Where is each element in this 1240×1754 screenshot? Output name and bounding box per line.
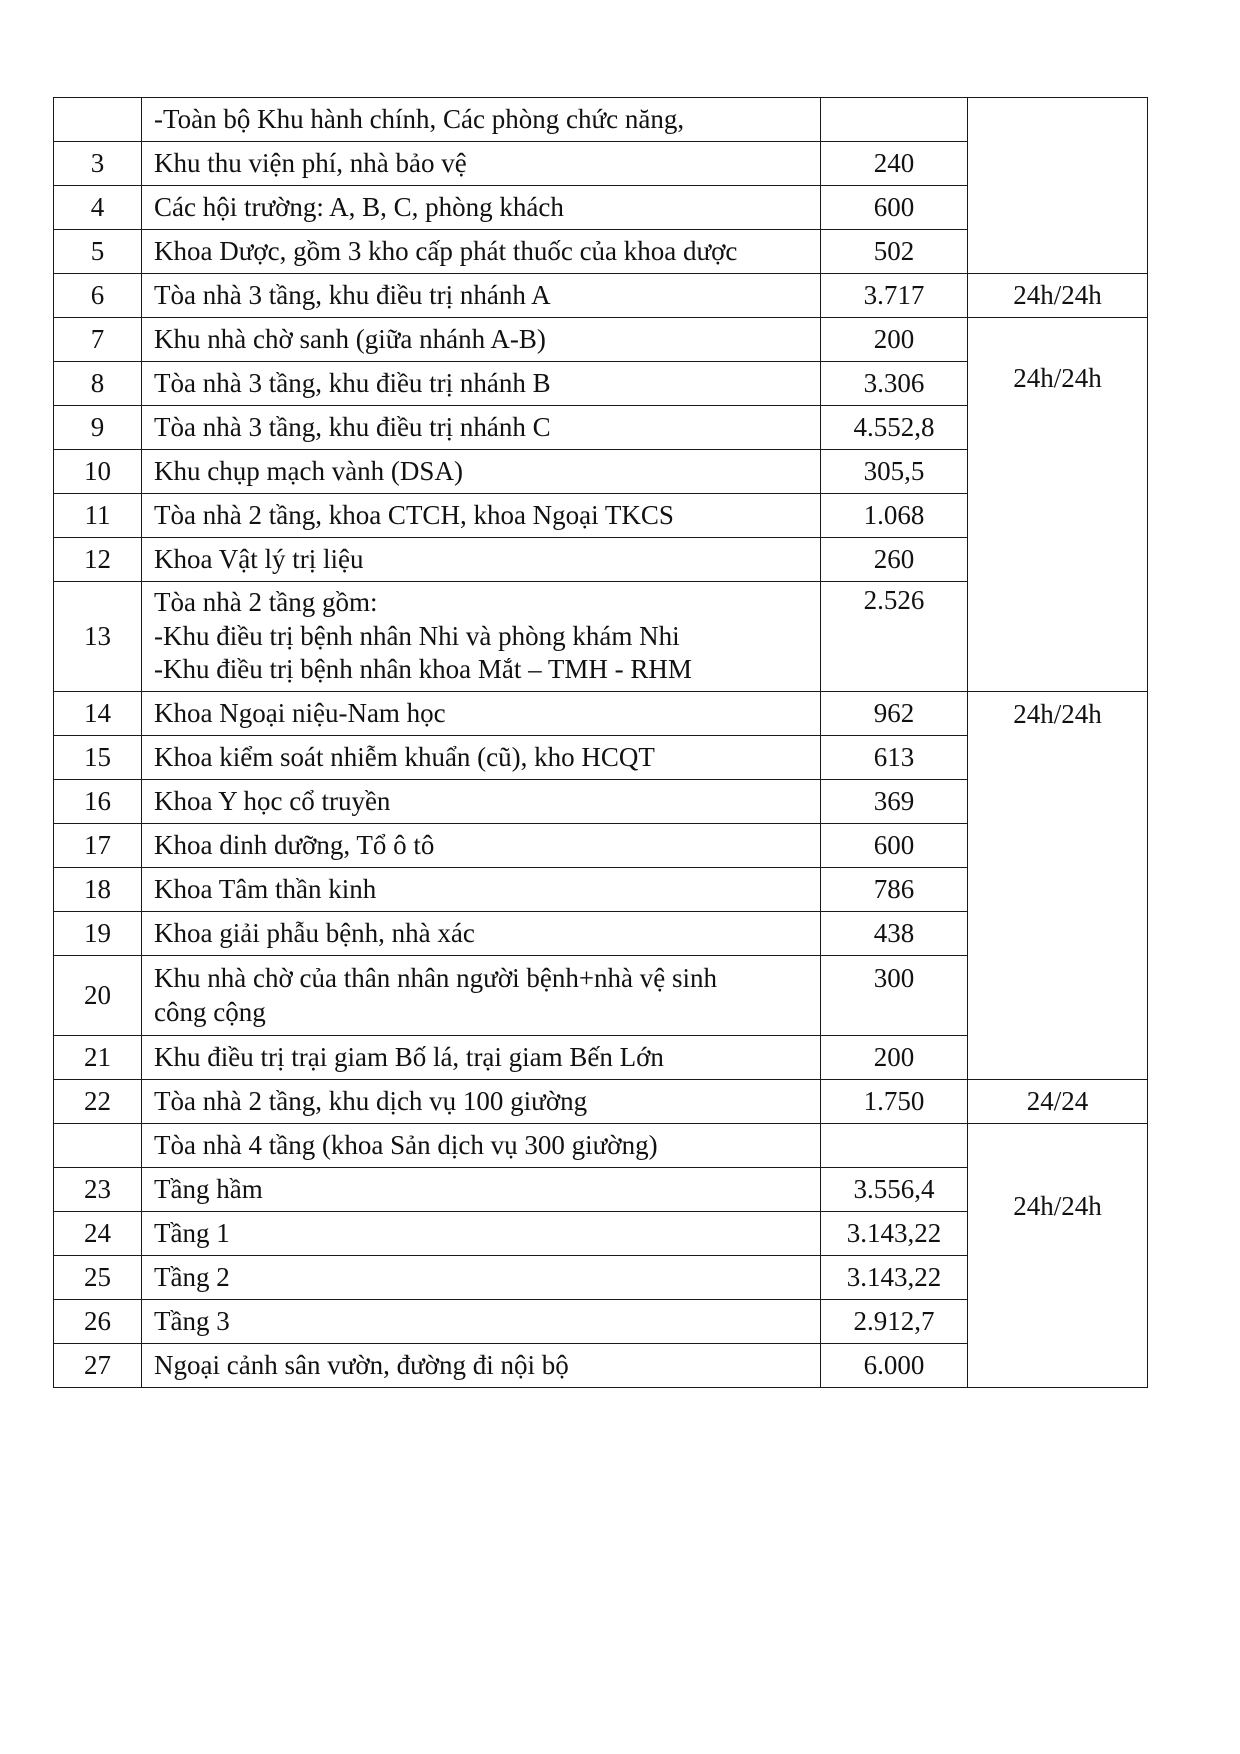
row-name: Khoa Ngoại niệu-Nam học [142, 692, 821, 736]
row-name: Khu nhà chờ sanh (giữa nhánh A-B) [142, 318, 821, 362]
row-name: Khoa Tâm thần kinh [142, 868, 821, 912]
row-name-line: công cộng [154, 996, 266, 1027]
row-name: Tòa nhà 3 tầng, khu điều trị nhánh C [142, 406, 821, 450]
row-name: Tòa nhà 3 tầng, khu điều trị nhánh B [142, 362, 821, 406]
row-area: 6.000 [821, 1344, 968, 1388]
row-number: 9 [54, 406, 142, 450]
row-area: 300 [821, 956, 968, 1036]
row-name: Tầng 2 [142, 1256, 821, 1300]
row-number: 6 [54, 274, 142, 318]
row-area: 305,5 [821, 450, 968, 494]
row-area: 3.306 [821, 362, 968, 406]
row-area: 4.552,8 [821, 406, 968, 450]
row-area: 438 [821, 912, 968, 956]
row-number: 15 [54, 736, 142, 780]
row-number: 25 [54, 1256, 142, 1300]
table-row [54, 274, 1148, 318]
row-number: 23 [54, 1168, 142, 1212]
row-name: Ngoại cảnh sân vườn, đường đi nội bộ [142, 1344, 821, 1388]
row-name: Tầng 3 [142, 1300, 821, 1344]
row-time: 24/24 [968, 1080, 1148, 1124]
row-name: Khu chụp mạch vành (DSA) [142, 450, 821, 494]
row-area: 613 [821, 736, 968, 780]
row-area: 786 [821, 868, 968, 912]
row-number: 16 [54, 780, 142, 824]
row-name: Khoa Dược, gồm 3 kho cấp phát thuốc của khoa dược [142, 230, 821, 274]
row-number: 26 [54, 1300, 142, 1344]
table-row [54, 692, 1148, 736]
row-area: 1.068 [821, 494, 968, 538]
row-number: 22 [54, 1080, 142, 1124]
area-table [53, 97, 1148, 1388]
row-time: 24h/24h [968, 1124, 1148, 1388]
row-area: 600 [821, 186, 968, 230]
row-number: 27 [54, 1344, 142, 1388]
row-area [821, 1124, 968, 1168]
row-area: 502 [821, 230, 968, 274]
row-number [54, 98, 142, 142]
table-row [54, 318, 1148, 362]
row-number: 24 [54, 1212, 142, 1256]
row-number: 10 [54, 450, 142, 494]
row-area: 369 [821, 780, 968, 824]
row-area: 962 [821, 692, 968, 736]
row-number: 5 [54, 230, 142, 274]
row-name: -Toàn bộ Khu hành chính, Các phòng chức năng, [142, 98, 821, 142]
row-name: Tòa nhà 4 tầng (khoa Sản dịch vụ 300 giường) [142, 1124, 821, 1168]
row-time: 24h/24h [968, 692, 1148, 1080]
row-number: 21 [54, 1036, 142, 1080]
row-name: Khu thu viện phí, nhà bảo vệ [142, 142, 821, 186]
row-area: 200 [821, 318, 968, 362]
row-number: 8 [54, 362, 142, 406]
row-area: 600 [821, 824, 968, 868]
row-number: 12 [54, 538, 142, 582]
table-row [54, 1080, 1148, 1124]
table-row [54, 1124, 1148, 1168]
row-area: 260 [821, 538, 968, 582]
row-name [142, 956, 821, 1036]
row-area: 3.717 [821, 274, 968, 318]
row-name: Khoa kiểm soát nhiễm khuẩn (cũ), kho HCQT [142, 736, 821, 780]
row-area: 3.143,22 [821, 1212, 968, 1256]
row-name: Khoa Y học cổ truyền [142, 780, 821, 824]
row-number [54, 1124, 142, 1168]
row-time: 24h/24h [968, 274, 1148, 318]
row-name: Tầng 1 [142, 1212, 821, 1256]
row-area: 3.556,4 [821, 1168, 968, 1212]
row-name: Khoa dinh dưỡng, Tổ ô tô [142, 824, 821, 868]
row-number: 4 [54, 186, 142, 230]
row-number: 17 [54, 824, 142, 868]
row-name-line: -Khu điều trị bệnh nhân Nhi và phòng khám Nhi [154, 620, 680, 651]
row-area [821, 98, 968, 142]
row-area: 3.143,22 [821, 1256, 968, 1300]
row-name: Khu điều trị trại giam Bố lá, trại giam Bến Lớn [142, 1036, 821, 1080]
row-name: Khoa giải phẫu bệnh, nhà xác [142, 912, 821, 956]
row-area: 2.912,7 [821, 1300, 968, 1344]
row-number: 7 [54, 318, 142, 362]
row-name-line: Tòa nhà 2 tầng gồm: [154, 586, 378, 617]
row-area: 240 [821, 142, 968, 186]
row-area: 1.750 [821, 1080, 968, 1124]
row-name: Tòa nhà 3 tầng, khu điều trị nhánh A [142, 274, 821, 318]
row-area: 2.526 [821, 582, 968, 692]
row-number: 19 [54, 912, 142, 956]
row-name: Tòa nhà 2 tầng, khoa CTCH, khoa Ngoại TKCS [142, 494, 821, 538]
row-number: 20 [54, 956, 142, 1036]
row-name: Các hội trường: A, B, C, phòng khách [142, 186, 821, 230]
row-area: 200 [821, 1036, 968, 1080]
table-row [54, 98, 1148, 142]
row-name: Tầng hầm [142, 1168, 821, 1212]
row-number: 11 [54, 494, 142, 538]
row-time [968, 98, 1148, 274]
row-number: 3 [54, 142, 142, 186]
row-number: 18 [54, 868, 142, 912]
row-number: 14 [54, 692, 142, 736]
row-name: Khoa Vật lý trị liệu [142, 538, 821, 582]
row-name [142, 582, 821, 692]
row-number: 13 [54, 582, 142, 692]
row-time: 24h/24h [968, 318, 1148, 692]
row-name-line: Khu nhà chờ của thân nhân người bệnh+nhà vệ sinh [154, 962, 718, 993]
row-name-line: -Khu điều trị bệnh nhân khoa Mắt – TMH - RHM [154, 654, 692, 685]
row-name: Tòa nhà 2 tầng, khu dịch vụ 100 giường [142, 1080, 821, 1124]
